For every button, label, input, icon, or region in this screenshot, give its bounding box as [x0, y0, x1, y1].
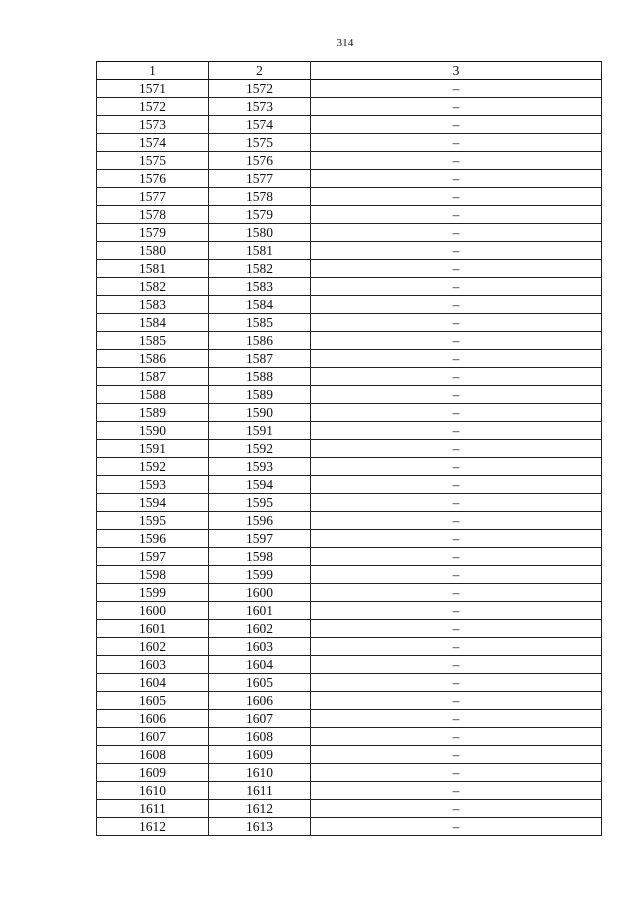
table-cell-col-2: 1580	[209, 224, 311, 242]
table-cell-col-2: 1603	[209, 638, 311, 656]
table-cell-col-3: –	[311, 764, 602, 782]
table-cell-col-2: 1583	[209, 278, 311, 296]
table-cell-col-2: 1584	[209, 296, 311, 314]
table-cell-col-3: –	[311, 242, 602, 260]
table-cell-col-2: 1604	[209, 656, 311, 674]
table-row	[97, 386, 602, 404]
table-cell-col-2: 1582	[209, 260, 311, 278]
table-row	[97, 422, 602, 440]
table-cell-col-2: 1608	[209, 728, 311, 746]
table-cell-col-1: 1594	[97, 494, 209, 512]
table-cell-col-1: 1608	[97, 746, 209, 764]
table-cell-col-1: 1584	[97, 314, 209, 332]
table-cell-col-2: 1606	[209, 692, 311, 710]
table-cell-col-1: 1596	[97, 530, 209, 548]
table-cell-col-1: 1592	[97, 458, 209, 476]
table-cell-col-2: 1610	[209, 764, 311, 782]
table-cell-col-3: –	[311, 548, 602, 566]
table-cell-col-1: 1606	[97, 710, 209, 728]
table-cell-col-3: –	[311, 566, 602, 584]
table-cell-col-3: –	[311, 494, 602, 512]
table-cell-col-1: 1612	[97, 818, 209, 836]
page-number: 314	[336, 37, 354, 49]
table-cell-col-1: 1604	[97, 674, 209, 692]
table-cell-col-1: 1576	[97, 170, 209, 188]
table-row	[97, 278, 602, 296]
table-cell-col-1: 1591	[97, 440, 209, 458]
table-cell-col-3: –	[311, 620, 602, 638]
table-cell-col-3: –	[311, 224, 602, 242]
table-cell-col-1: 1610	[97, 782, 209, 800]
table-cell-col-1: 1580	[97, 242, 209, 260]
table-cell-col-2: 1590	[209, 404, 311, 422]
table-cell-col-3: –	[311, 476, 602, 494]
table-row	[97, 116, 602, 134]
table-cell-col-2: 1573	[209, 98, 311, 116]
table-row	[97, 584, 602, 602]
table-cell-col-1: 1571	[97, 80, 209, 98]
table-cell-col-2: 1595	[209, 494, 311, 512]
data-table	[96, 61, 602, 836]
table-cell-col-2: 1581	[209, 242, 311, 260]
table-cell-col-2: 1599	[209, 566, 311, 584]
table-cell-col-2: 1594	[209, 476, 311, 494]
table-row	[97, 170, 602, 188]
table-cell-col-2: 1575	[209, 134, 311, 152]
table-cell-col-1: 1611	[97, 800, 209, 818]
table-cell-col-2: 1591	[209, 422, 311, 440]
table-row	[97, 494, 602, 512]
table-cell-col-2: 1611	[209, 782, 311, 800]
table-cell-col-2: 1574	[209, 116, 311, 134]
table-row	[97, 80, 602, 98]
table-cell-col-3: –	[311, 674, 602, 692]
table-cell-col-2: 1589	[209, 386, 311, 404]
table-cell-col-1: 1602	[97, 638, 209, 656]
table-row	[97, 188, 602, 206]
table-row	[97, 512, 602, 530]
table-cell-col-3: –	[311, 98, 602, 116]
table-row	[97, 152, 602, 170]
table-row	[97, 350, 602, 368]
table-cell-col-1: 1603	[97, 656, 209, 674]
column-header-1: 1	[97, 62, 209, 80]
table-cell-col-3: –	[311, 332, 602, 350]
table-cell-col-2: 1592	[209, 440, 311, 458]
table-cell-col-3: –	[311, 530, 602, 548]
table-cell-col-2: 1612	[209, 800, 311, 818]
table-cell-col-3: –	[311, 386, 602, 404]
table-cell-col-3: –	[311, 746, 602, 764]
table-cell-col-1: 1573	[97, 116, 209, 134]
table-cell-col-3: –	[311, 458, 602, 476]
table-cell-col-3: –	[311, 638, 602, 656]
table-cell-col-2: 1588	[209, 368, 311, 386]
table-cell-col-1: 1587	[97, 368, 209, 386]
table-cell-col-3: –	[311, 512, 602, 530]
table-row	[97, 224, 602, 242]
table-cell-col-2: 1607	[209, 710, 311, 728]
table-cell-col-3: –	[311, 116, 602, 134]
table-cell-col-2: 1593	[209, 458, 311, 476]
table-cell-col-2: 1605	[209, 674, 311, 692]
table-row	[97, 242, 602, 260]
table-row	[97, 260, 602, 278]
table-cell-col-1: 1586	[97, 350, 209, 368]
table-cell-col-2: 1587	[209, 350, 311, 368]
table-row	[97, 782, 602, 800]
table-cell-col-1: 1583	[97, 296, 209, 314]
table-cell-col-3: –	[311, 170, 602, 188]
table-cell-col-1: 1574	[97, 134, 209, 152]
table-cell-col-1: 1589	[97, 404, 209, 422]
table-row	[97, 656, 602, 674]
table-cell-col-1: 1582	[97, 278, 209, 296]
table-row	[97, 206, 602, 224]
table-row	[97, 548, 602, 566]
table-cell-col-1: 1585	[97, 332, 209, 350]
table-row	[97, 566, 602, 584]
table-cell-col-3: –	[311, 422, 602, 440]
table-cell-col-1: 1581	[97, 260, 209, 278]
table-row	[97, 818, 602, 836]
table-row	[97, 458, 602, 476]
table-cell-col-2: 1601	[209, 602, 311, 620]
table-cell-col-3: –	[311, 710, 602, 728]
table-cell-col-2: 1585	[209, 314, 311, 332]
table-cell-col-1: 1607	[97, 728, 209, 746]
table-row	[97, 620, 602, 638]
table-cell-col-1: 1609	[97, 764, 209, 782]
table-cell-col-1: 1577	[97, 188, 209, 206]
table-cell-col-3: –	[311, 800, 602, 818]
table-row	[97, 404, 602, 422]
table-cell-col-3: –	[311, 692, 602, 710]
table-cell-col-1: 1601	[97, 620, 209, 638]
table-row	[97, 98, 602, 116]
table-cell-col-3: –	[311, 818, 602, 836]
table-cell-col-1: 1578	[97, 206, 209, 224]
table-row	[97, 674, 602, 692]
table-cell-col-2: 1598	[209, 548, 311, 566]
table-row	[97, 440, 602, 458]
table-cell-col-3: –	[311, 728, 602, 746]
table-row	[97, 692, 602, 710]
table-cell-col-2: 1578	[209, 188, 311, 206]
table-header	[97, 62, 602, 80]
table-row	[97, 530, 602, 548]
table-row	[97, 728, 602, 746]
table-body	[97, 80, 602, 836]
table-cell-col-3: –	[311, 584, 602, 602]
table-cell-col-2: 1577	[209, 170, 311, 188]
table-cell-col-2: 1579	[209, 206, 311, 224]
table-cell-col-1: 1595	[97, 512, 209, 530]
table-cell-col-3: –	[311, 314, 602, 332]
table-row	[97, 314, 602, 332]
table-cell-col-3: –	[311, 260, 602, 278]
table-cell-col-3: –	[311, 782, 602, 800]
table-cell-col-1: 1579	[97, 224, 209, 242]
table-row	[97, 296, 602, 314]
table-cell-col-1: 1600	[97, 602, 209, 620]
table-row	[97, 332, 602, 350]
column-header-2: 2	[209, 62, 311, 80]
table-cell-col-2: 1600	[209, 584, 311, 602]
table-cell-col-3: –	[311, 404, 602, 422]
table-cell-col-3: –	[311, 656, 602, 674]
table-row	[97, 746, 602, 764]
table-cell-col-1: 1575	[97, 152, 209, 170]
table-row	[97, 476, 602, 494]
table-cell-col-2: 1586	[209, 332, 311, 350]
table-cell-col-2: 1609	[209, 746, 311, 764]
table-row	[97, 764, 602, 782]
table-row	[97, 638, 602, 656]
table-cell-col-2: 1596	[209, 512, 311, 530]
table-cell-col-1: 1605	[97, 692, 209, 710]
table-cell-col-3: –	[311, 278, 602, 296]
table-cell-col-3: –	[311, 602, 602, 620]
column-header-3: 3	[311, 62, 602, 80]
table-cell-col-3: –	[311, 440, 602, 458]
table-cell-col-3: –	[311, 368, 602, 386]
table-row	[97, 368, 602, 386]
table-row	[97, 602, 602, 620]
table-row	[97, 800, 602, 818]
table-cell-col-3: –	[311, 296, 602, 314]
table-cell-col-3: –	[311, 350, 602, 368]
table-cell-col-1: 1588	[97, 386, 209, 404]
table-cell-col-1: 1572	[97, 98, 209, 116]
table-cell-col-1: 1593	[97, 476, 209, 494]
table-cell-col-2: 1613	[209, 818, 311, 836]
table-cell-col-1: 1597	[97, 548, 209, 566]
table-row	[97, 134, 602, 152]
table-cell-col-2: 1597	[209, 530, 311, 548]
table-cell-col-2: 1602	[209, 620, 311, 638]
table-cell-col-2: 1576	[209, 152, 311, 170]
table-cell-col-3: –	[311, 134, 602, 152]
table-cell-col-1: 1590	[97, 422, 209, 440]
table-cell-col-3: –	[311, 206, 602, 224]
table-row	[97, 710, 602, 728]
table-cell-col-2: 1572	[209, 80, 311, 98]
table-cell-col-1: 1598	[97, 566, 209, 584]
table-cell-col-3: –	[311, 80, 602, 98]
table-cell-col-3: –	[311, 188, 602, 206]
table-cell-col-1: 1599	[97, 584, 209, 602]
table-cell-col-3: –	[311, 152, 602, 170]
header-row	[97, 62, 602, 80]
